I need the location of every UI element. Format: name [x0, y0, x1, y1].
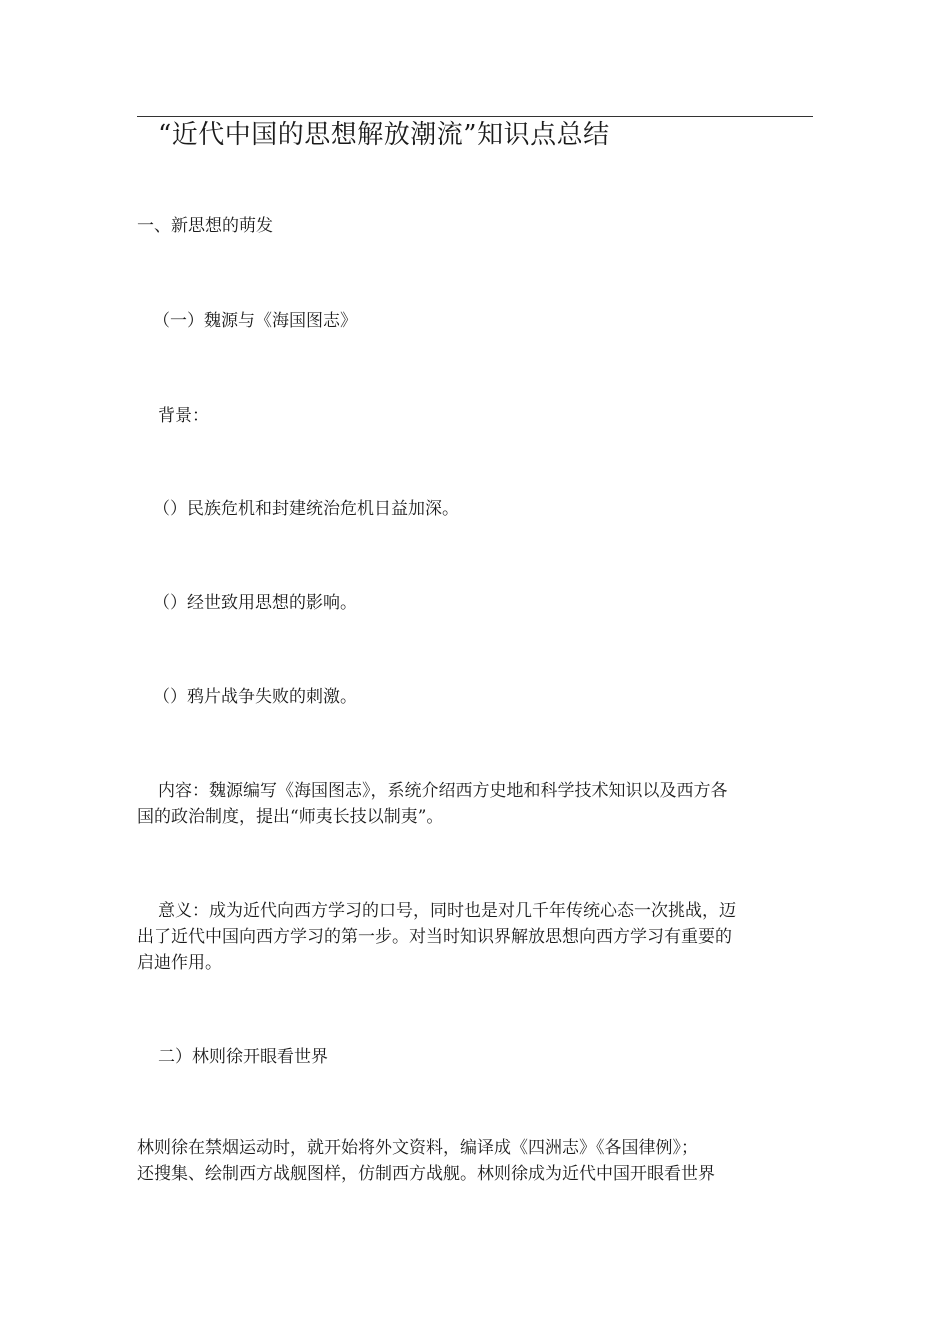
- lin-zexu-line: 林则徐在禁烟运动时，就开始将外文资料，编译成《四洲志》《各国律例》；: [137, 1138, 698, 1158]
- subsection-heading-lin-zexu: 二）林则徐开眼看世界: [158, 1047, 328, 1067]
- background-label: 背景：: [158, 406, 209, 426]
- lin-zexu-line: 还搜集、绘制西方战舰图样，仿制西方战舰。林则徐成为近代中国开眼看世界: [137, 1164, 715, 1184]
- section-heading: 一、新思想的萌发: [137, 216, 273, 236]
- background-item: （）经世致用思想的影响。: [153, 593, 357, 613]
- subsection-heading-wei-yuan: （一）魏源与《海国图志》: [153, 311, 357, 331]
- background-item: （）民族危机和封建统治危机日益加深。: [153, 499, 459, 519]
- header-rule: [137, 116, 813, 117]
- content-paragraph: [137, 778, 813, 830]
- content-line: 国的政治制度，提出“师夷长技以制夷”。: [137, 807, 444, 827]
- background-item: （）鸦片战争失败的刺激。: [153, 687, 357, 707]
- significance-paragraph: [137, 898, 813, 976]
- content-line: 内容：魏源编写《海国图志》，系统介绍西方史地和科学技术知识以及西方各: [158, 781, 728, 801]
- significance-line: 意义：成为近代向西方学习的口号，同时也是对几千年传统心态一次挑战，迈: [158, 901, 736, 921]
- lin-zexu-paragraph: [137, 1135, 813, 1187]
- significance-line: 启迪作用。: [137, 953, 222, 973]
- document-title: “近代中国的思想解放潮流”知识点总结: [158, 120, 610, 150]
- significance-line: 出了近代中国向西方学习的第一步。对当时知识界解放思想向西方学习有重要的: [137, 927, 732, 947]
